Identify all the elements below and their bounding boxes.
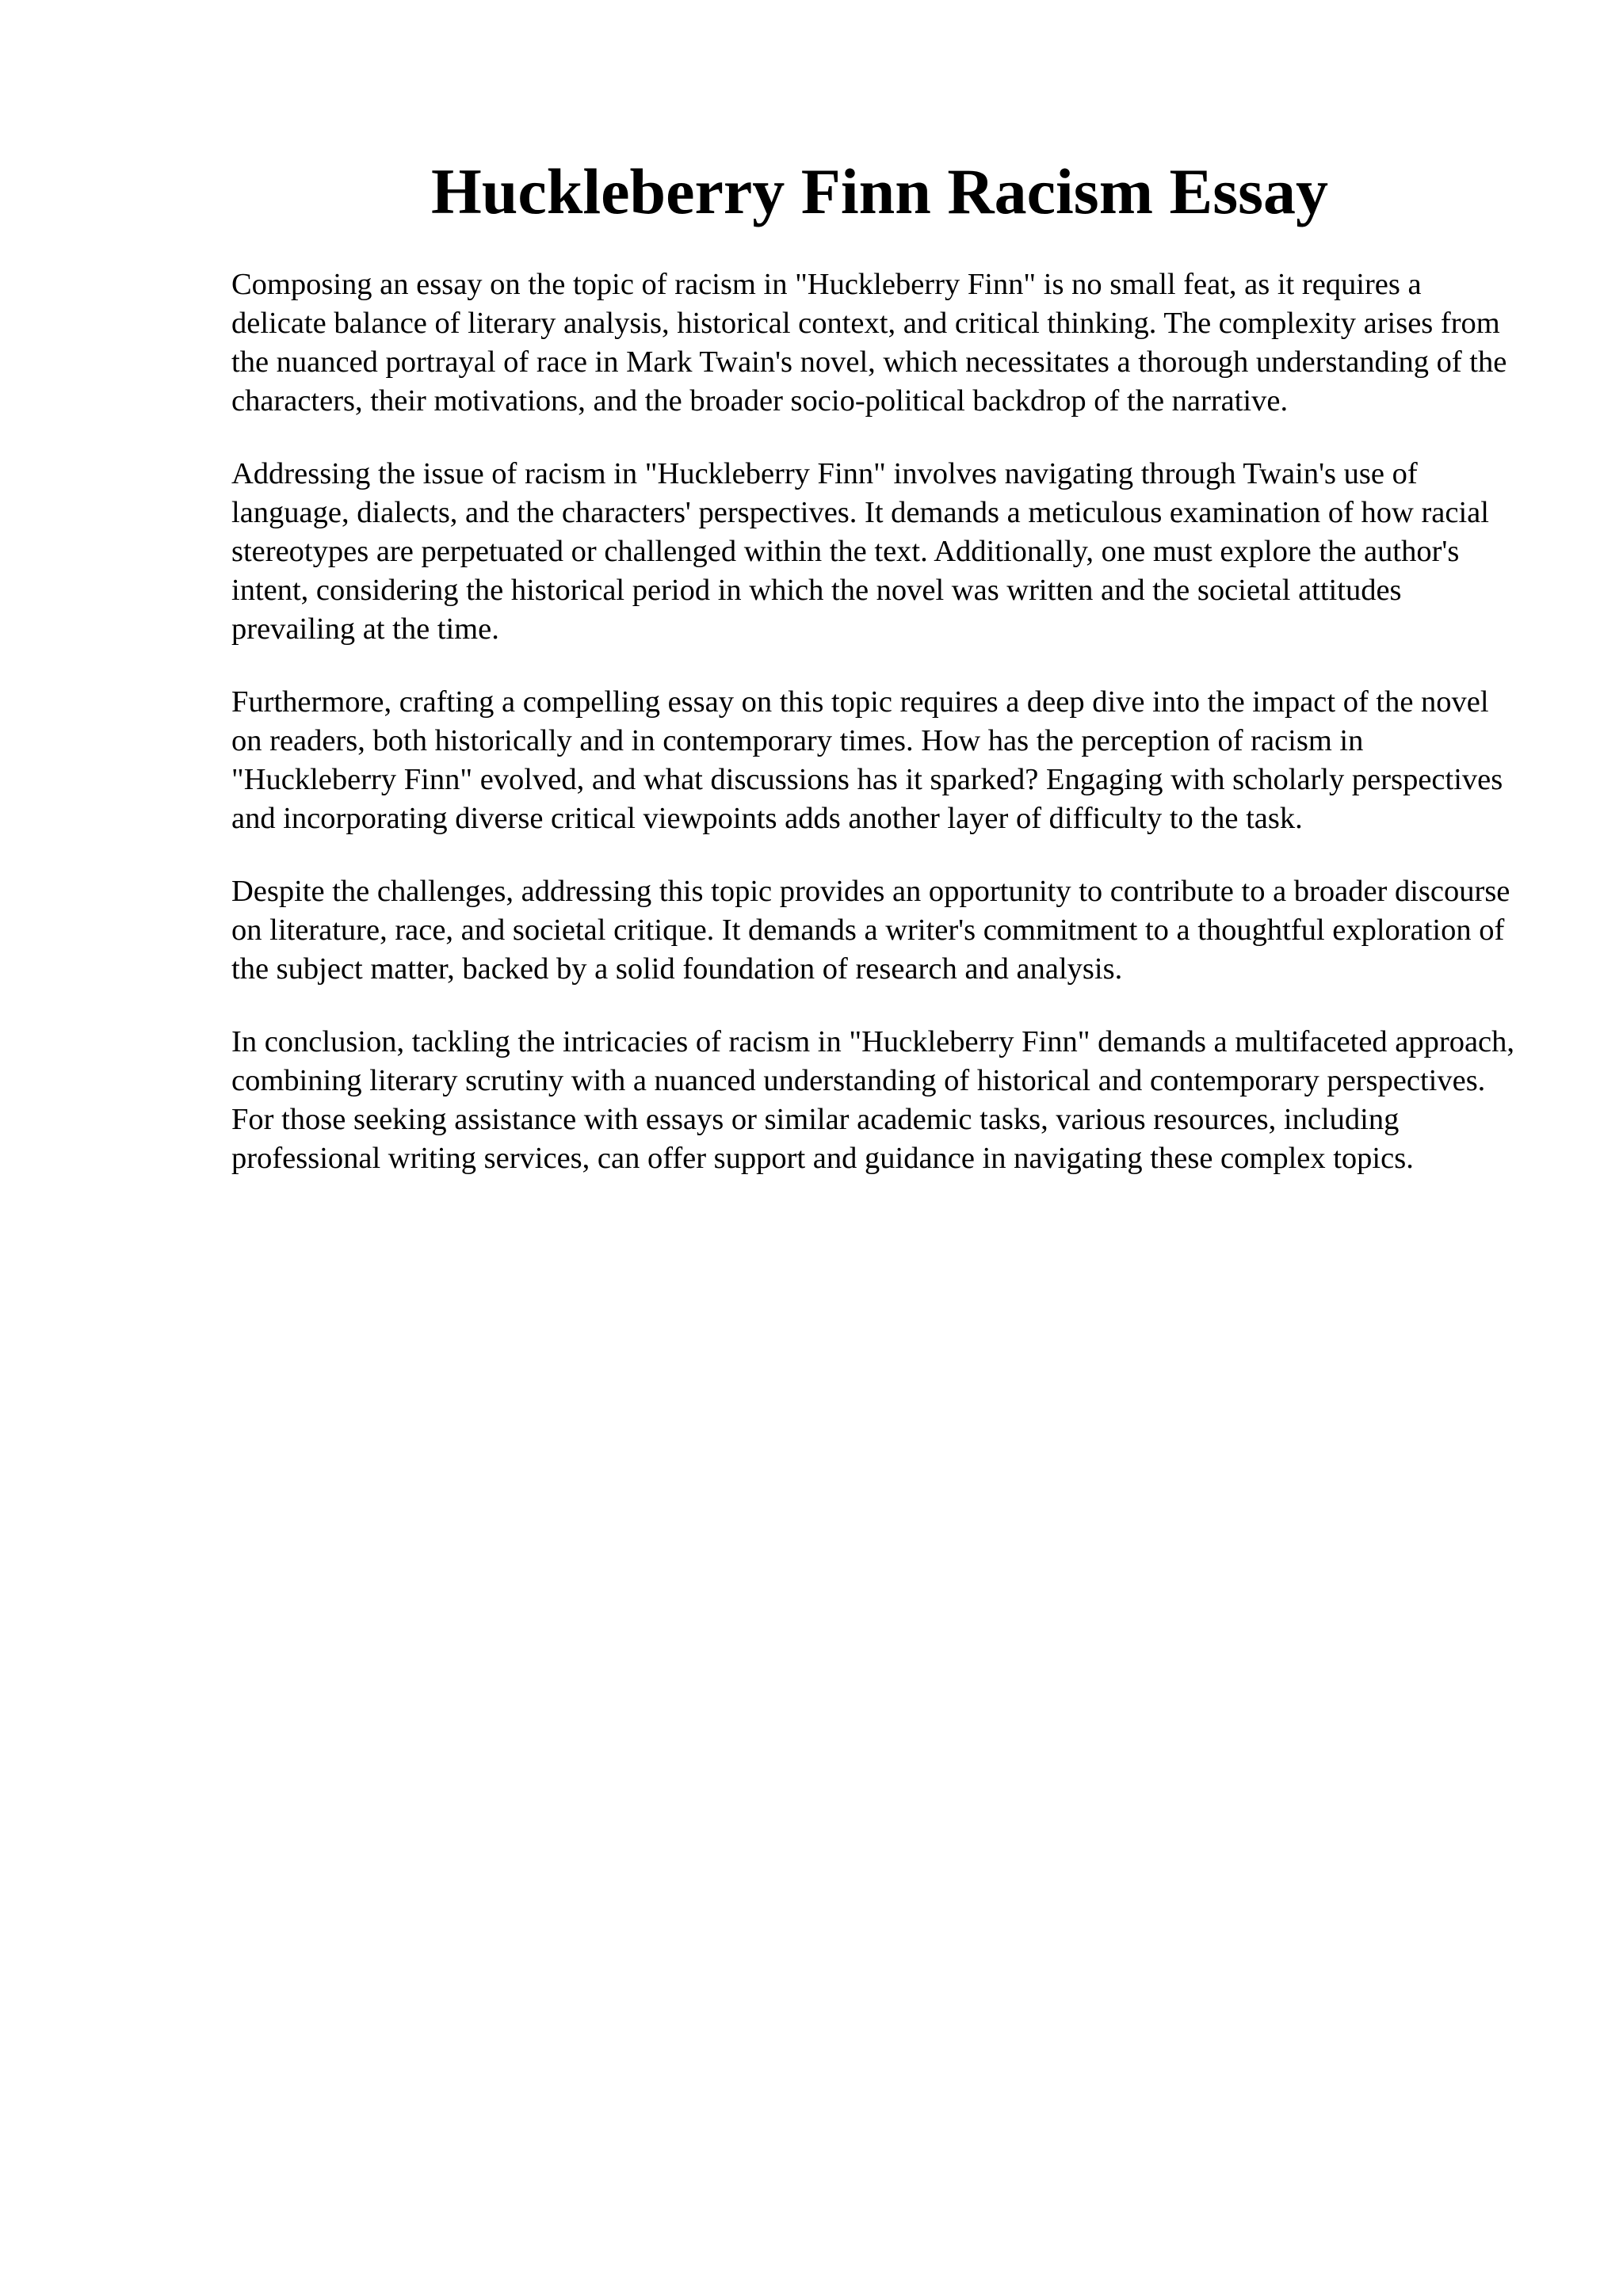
document-body: [231, 265, 1523, 1212]
paragraph-3: Furthermore, crafting a compelling essay on this topic requires a deep dive into the impact of the novel on readers, both historically and in contemporary times. How has the perception of racism in "Huckleberry Finn" evolved, and what discussions has it sparked? Engaging with scholarly perspectives and incorporating diverse critical viewpoints adds another layer of difficulty to the task.: [231, 685, 1503, 835]
paragraph-1: Composing an essay on the topic of racism in "Huckleberry Finn" is no small feat, as it requires a delicate balance of literary analysis, historical context, and critical thinking. The complexity arises from the nuanced portrayal of race in Mark Twain's novel, which necessitates a thorough understanding of the characters, their motivations, and the broader socio-political backdrop of the narrative.: [231, 268, 1507, 418]
paragraph-4: Despite the challenges, addressing this topic provides an opportunity to contribute to a broader discourse on literature, race, and societal critique. It demands a writer's commitment to a thoughtful exploration of the subject matter, backed by a solid foundation of research and analysis.: [231, 875, 1510, 986]
document-title: Huckleberry Finn Racism Essay: [430, 155, 1329, 227]
paragraph-2: Addressing the issue of racism in "Huckleberry Finn" involves navigating through Twain's use of language, dialects, and the characters' perspectives. It demands a meticulous examination of how racial stereotypes are perpetuated or challenged within the text. Additionally, one must explore the author's intent, considering the historical period in which the novel was written and the societal attitudes prevailing at the time.: [231, 457, 1489, 646]
paragraph-5: In conclusion, tackling the intricacies of racism in "Huckleberry Finn" demands a multifaceted approach, combining literary scrutiny with a nuanced understanding of historical and contemporary perspectives. For those seeking assistance with essays or similar academic tasks, various resources, including professional writing services, can offer support and guidance in navigating these complex topics.: [231, 1025, 1515, 1175]
